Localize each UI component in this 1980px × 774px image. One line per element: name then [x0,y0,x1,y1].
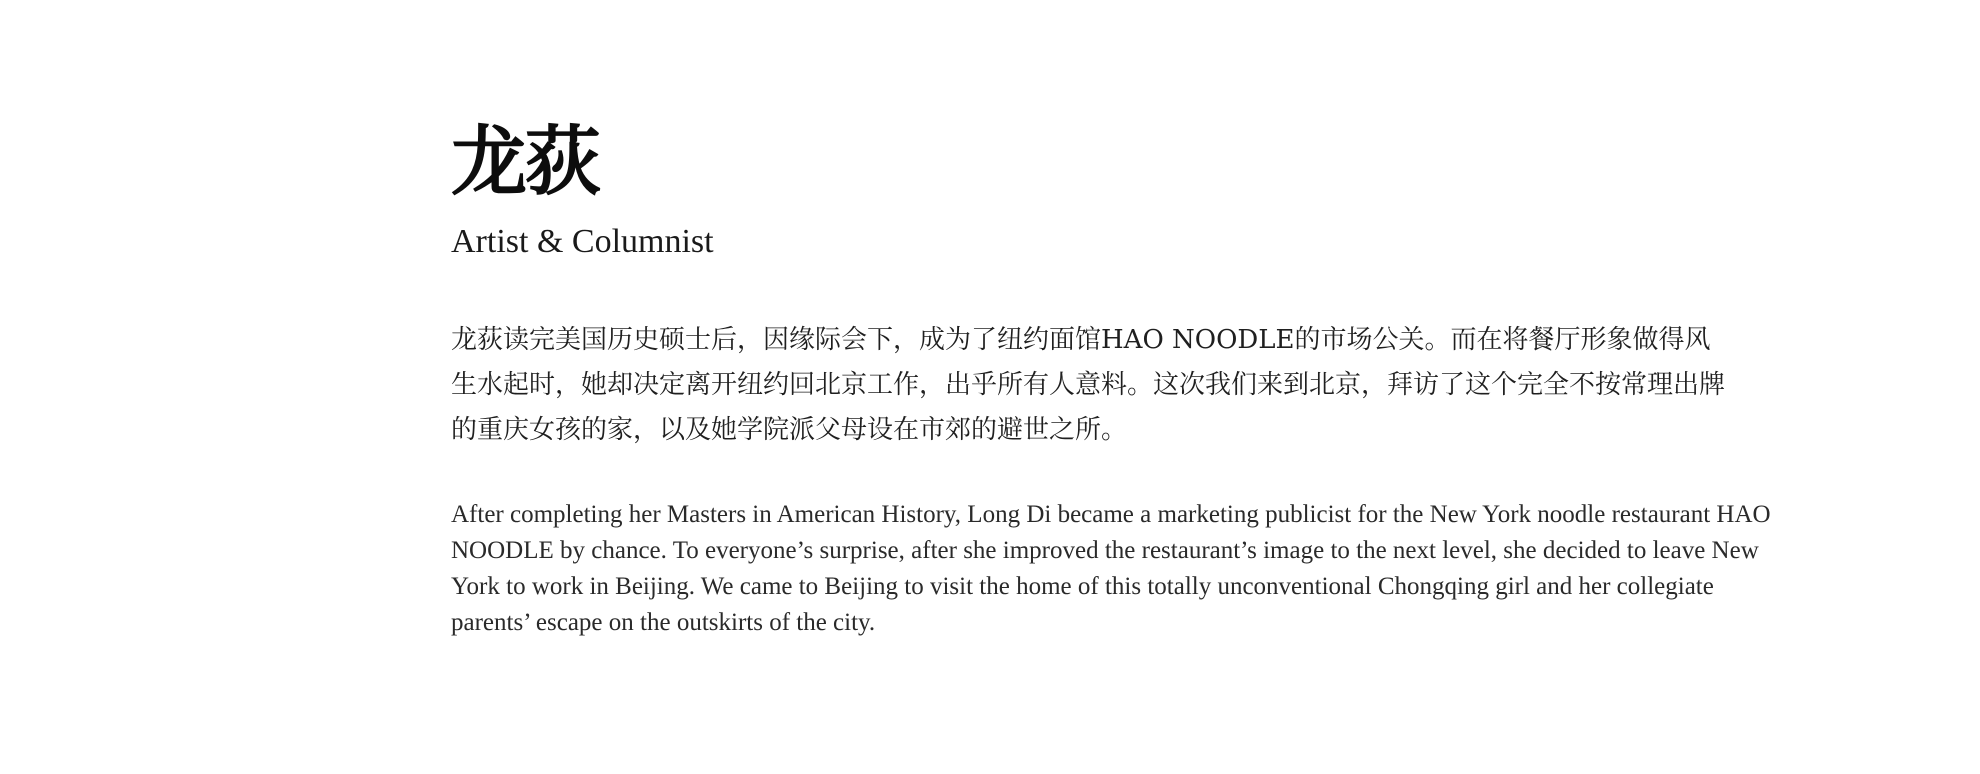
bio-chinese: 龙荻读完美国历史硕士后，因缘际会下，成为了纽约面馆HAO NOODLE的市场公关。而在将餐厅形象做得风生水起时，她却决定离开纽约回北京工作，出乎所有人意料。这次我们来到北京，拜访了这个完全不按常理出牌的重庆女孩的家，以及她学院派父母设在市郊的避世之所。 [451,325,1726,445]
profile-role: Artist & Columnist [451,223,714,260]
bio-english: After completing her Masters in American History, Long Di became a marketing publicist for the New York noodle restaurant HAO NOODLE by chance. To everyone’s surprise, after she improved the restaurant’s image to the next level, she decided to leave New York to work in Beijing. We came to Beijing to visit the home of this totally unconventional Chongqing girl and her collegiate parents’ escape on the outskirts of the city. [451,501,1771,636]
profile-name: 龙荻 [451,117,599,206]
profile-section [451,112,1791,641]
